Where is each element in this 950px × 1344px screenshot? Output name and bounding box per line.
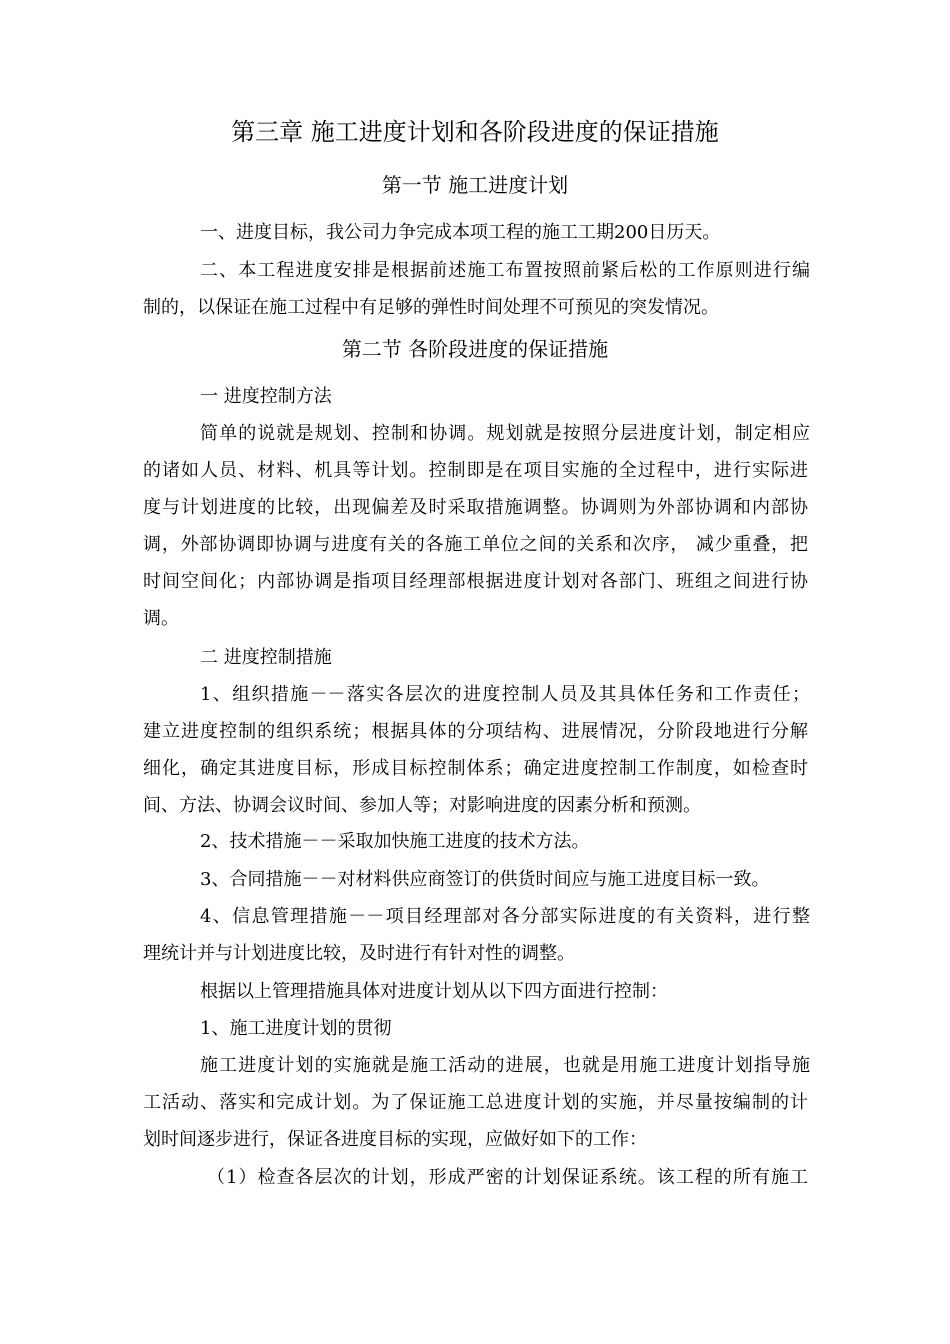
chapter-title: 第三章 施工进度计划和各阶段进度的保证措施: [231, 118, 719, 146]
paragraph-line: 细化，确定其进度目标，形成目标控制体系；确定进度控制工作制度，如检查时: [143, 758, 808, 779]
paragraph-line: 制的，以保证在施工过程中有足够的弹性时间处理不可预见的突发情况。: [143, 297, 719, 318]
paragraph-line: 一、进度目标，我公司力争完成本项工程的施工工期200日历天。: [200, 222, 721, 243]
section-title: 第一节 施工进度计划: [381, 173, 569, 197]
paragraph-line: （1）检查各层次的计划，形成严密的计划保证系统。该工程的所有施工: [207, 1167, 808, 1188]
paragraph-line: 根据以上管理措施具体对进度计划从以下四方面进行控制：: [200, 981, 668, 1002]
paragraph-line: 划时间逐步进行，保证各进度目标的实现，应做好如下的工作：: [143, 1129, 647, 1150]
paragraph-line: 4、信息管理措施－－项目经理部对各分部实际进度的有关资料，进行整: [200, 906, 810, 927]
paragraph-line: 工活动、落实和完成计划。为了保证施工总进度计划的实施，并尽量按编制的计: [143, 1092, 808, 1113]
paragraph-line: 施工进度计划的实施就是施工活动的进展，也就是用施工进度计划指导施: [200, 1055, 810, 1076]
paragraph-line: 2、技术措施－－采取加快施工进度的技术方法。: [200, 831, 590, 852]
paragraph-line: 理统计并与计划进度比较，及时进行有针对性的调整。: [143, 943, 575, 964]
paragraph-line: 间、方法、协调会议时间、参加人等；对影响进度的因素分析和预测。: [143, 795, 701, 816]
paragraph-line: 时间空间化；内部协调是指项目经理部根据进度计划对各部门、班组之间进行协: [143, 571, 808, 592]
paragraph-line: 1、组织措施－－落实各层次的进度控制人员及其具体任务和工作责任；: [200, 684, 810, 705]
paragraph-line: 3、合同措施－－对材料供应商签订的供货时间应与施工进度目标一致。: [200, 869, 770, 890]
paragraph-line: 调。: [143, 608, 179, 629]
paragraph-line: 建立进度控制的组织系统；根据具体的分项结构、进展情况，分阶段地进行分解: [143, 721, 808, 742]
subheading: 二 进度控制措施: [200, 647, 332, 668]
paragraph-line: 的诸如人员、材料、机具等计划。控制即是在项目实施的全过程中，进行实际进: [143, 460, 808, 481]
paragraph-line: 度与计划进度的比较，出现偏差及时采取措施调整。协调则为外部协调和内部协: [143, 497, 808, 518]
paragraph-line: 二、本工程进度安排是根据前述施工布置按照前紧后松的工作原则进行编: [200, 260, 810, 281]
subheading: 一 进度控制方法: [200, 386, 332, 407]
paragraph-line: 简单的说就是规划、控制和协调。规划就是按照分层进度计划，制定相应: [200, 423, 810, 444]
paragraph-line: 调，外部协调即协调与进度有关的各施工单位之间的关系和次序， 减少重叠，把: [143, 534, 808, 555]
subheading: 1、施工进度计划的贯彻: [200, 1018, 392, 1039]
section-title: 第二节 各阶段进度的保证措施: [341, 337, 609, 361]
